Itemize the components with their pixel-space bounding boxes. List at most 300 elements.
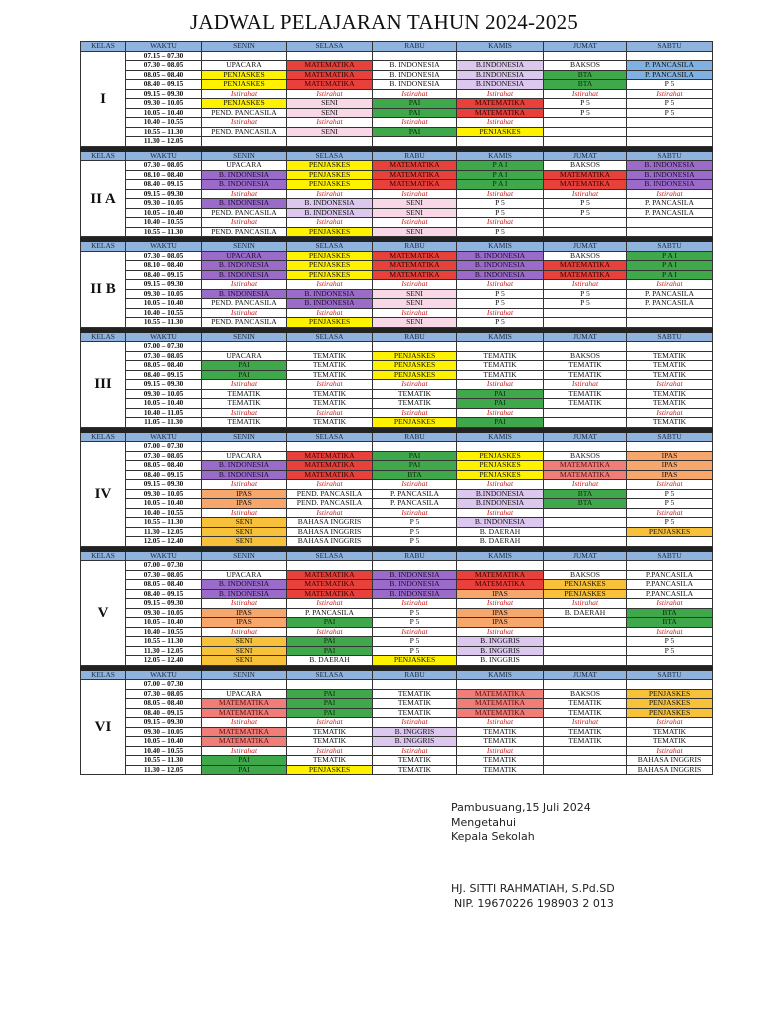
subject-cell: TEMATIK bbox=[373, 765, 457, 775]
subject-cell: Istirahat bbox=[457, 408, 544, 418]
schedule-row bbox=[81, 580, 713, 590]
subject-cell: PEND. PANCASILA bbox=[202, 127, 287, 137]
subject-cell: MATEMATIKA bbox=[287, 580, 373, 590]
subject-cell: P 5 bbox=[544, 299, 627, 309]
subject-cell bbox=[373, 442, 457, 452]
subject-cell bbox=[627, 656, 713, 666]
schedule-row bbox=[81, 199, 713, 209]
subject-cell: SENI bbox=[287, 99, 373, 109]
subject-cell: Istirahat bbox=[457, 627, 544, 637]
time-cell: 10.40 – 10.55 bbox=[126, 118, 202, 128]
time-cell: 10.40 – 10.55 bbox=[126, 627, 202, 637]
subject-cell: TEMATIK bbox=[373, 399, 457, 409]
subject-cell: SENI bbox=[373, 289, 457, 299]
subject-cell: PAI bbox=[202, 765, 287, 775]
subject-cell: Istirahat bbox=[627, 718, 713, 728]
subject-cell: PENJASKES bbox=[287, 765, 373, 775]
subject-cell: PENJASKES bbox=[202, 99, 287, 109]
subject-cell: PEND. PANCASILA bbox=[202, 299, 287, 309]
subject-cell: Istirahat bbox=[373, 599, 457, 609]
subject-cell bbox=[544, 508, 627, 518]
subject-cell bbox=[627, 137, 713, 147]
subject-cell: PAI bbox=[202, 756, 287, 766]
subject-cell: PENJASKES bbox=[627, 527, 713, 537]
subject-cell: MATEMATIKA bbox=[373, 161, 457, 171]
subject-cell: P 5 bbox=[627, 108, 713, 118]
subject-cell bbox=[457, 137, 544, 147]
time-cell: 11.30 – 12.05 bbox=[126, 137, 202, 147]
subject-cell bbox=[544, 51, 627, 61]
header-cell: SELASA bbox=[287, 42, 373, 52]
subject-cell: UPACARA bbox=[202, 451, 287, 461]
subject-cell: UPACARA bbox=[202, 570, 287, 580]
schedule-row bbox=[81, 127, 713, 137]
subject-cell: BAKSOS bbox=[544, 251, 627, 261]
subject-cell: Istirahat bbox=[627, 380, 713, 390]
subject-cell: TEMATIK bbox=[457, 370, 544, 380]
subject-cell bbox=[457, 442, 544, 452]
header-cell: RABU bbox=[373, 332, 457, 342]
time-cell: 08.40 – 09.15 bbox=[126, 370, 202, 380]
subject-cell: Istirahat bbox=[373, 189, 457, 199]
schedule-row bbox=[81, 765, 713, 775]
header-cell: KELAS bbox=[81, 42, 126, 52]
subject-cell: MATEMATIKA bbox=[457, 99, 544, 109]
subject-cell: Istirahat bbox=[373, 718, 457, 728]
subject-cell: B.INDONESIA bbox=[457, 61, 544, 71]
subject-cell: P 5 bbox=[457, 299, 544, 309]
subject-cell: IPAS bbox=[202, 608, 287, 618]
schedule-row bbox=[81, 89, 713, 99]
subject-cell bbox=[544, 318, 627, 328]
subject-cell: B. INDONESIA bbox=[202, 461, 287, 471]
subject-cell: Istirahat bbox=[287, 189, 373, 199]
subject-cell: BAKSOS bbox=[544, 689, 627, 699]
time-cell: 08.40 – 09.15 bbox=[126, 708, 202, 718]
subject-cell: TEMATIK bbox=[287, 351, 373, 361]
subject-cell: TEMATIK bbox=[544, 399, 627, 409]
header-cell: RABU bbox=[373, 670, 457, 680]
subject-cell: PAI bbox=[373, 451, 457, 461]
header-cell: KELAS bbox=[81, 332, 126, 342]
subject-cell: P 5 bbox=[627, 637, 713, 647]
time-cell: 09.15 – 09.30 bbox=[126, 89, 202, 99]
subject-cell bbox=[373, 342, 457, 352]
subject-cell: P 5 bbox=[544, 289, 627, 299]
time-cell: 09.30 – 10.05 bbox=[126, 489, 202, 499]
subject-cell: B. INDONESIA bbox=[202, 261, 287, 271]
subject-cell: BAKSOS bbox=[544, 451, 627, 461]
subject-cell: P 5 bbox=[544, 108, 627, 118]
header-cell: KAMIS bbox=[457, 151, 544, 161]
time-cell: 11.05 – 11.30 bbox=[126, 418, 202, 428]
schedule-row bbox=[81, 270, 713, 280]
schedule-row bbox=[81, 389, 713, 399]
subject-cell: Istirahat bbox=[627, 599, 713, 609]
schedule-row bbox=[81, 508, 713, 518]
header-cell: SABTU bbox=[627, 42, 713, 52]
subject-cell bbox=[544, 637, 627, 647]
subject-cell: Istirahat bbox=[457, 508, 544, 518]
time-cell: 09.15 – 09.30 bbox=[126, 189, 202, 199]
time-cell: 11.30 – 12.05 bbox=[126, 646, 202, 656]
subject-cell: TEMATIK bbox=[457, 756, 544, 766]
subject-cell: UPACARA bbox=[202, 161, 287, 171]
subject-cell: Istirahat bbox=[544, 380, 627, 390]
subject-cell: TEMATIK bbox=[627, 399, 713, 409]
subject-cell: SENI bbox=[202, 518, 287, 528]
subject-cell: MATEMATIKA bbox=[287, 61, 373, 71]
subject-cell: BAKSOS bbox=[544, 61, 627, 71]
subject-cell: PAI bbox=[287, 637, 373, 647]
subject-cell: P.PANCASILA bbox=[627, 580, 713, 590]
subject-cell: P 5 bbox=[544, 208, 627, 218]
subject-cell: Istirahat bbox=[202, 308, 287, 318]
time-cell: 08.05 – 08.40 bbox=[126, 461, 202, 471]
subject-cell bbox=[202, 680, 287, 690]
subject-cell: TEMATIK bbox=[544, 361, 627, 371]
subject-cell: Istirahat bbox=[373, 308, 457, 318]
header-cell: KELAS bbox=[81, 151, 126, 161]
schedule-row bbox=[81, 299, 713, 309]
subject-cell: PENJASKES bbox=[457, 461, 544, 471]
header-row bbox=[81, 670, 713, 680]
subject-cell: Istirahat bbox=[373, 280, 457, 290]
header-cell: RABU bbox=[373, 242, 457, 252]
header-cell: JUMAT bbox=[544, 242, 627, 252]
subject-cell: SENI bbox=[373, 227, 457, 237]
subject-cell: TEMATIK bbox=[544, 737, 627, 747]
schedule-row bbox=[81, 408, 713, 418]
subject-cell: MATEMATIKA bbox=[287, 470, 373, 480]
time-cell: 08.05 – 08.40 bbox=[126, 361, 202, 371]
schedule-row bbox=[81, 308, 713, 318]
subject-cell bbox=[544, 618, 627, 628]
subject-cell: Istirahat bbox=[373, 118, 457, 128]
subject-cell: Istirahat bbox=[202, 746, 287, 756]
subject-cell: Istirahat bbox=[202, 480, 287, 490]
subject-cell: TEMATIK bbox=[287, 370, 373, 380]
subject-cell: P 5 bbox=[457, 199, 544, 209]
schedule-row bbox=[81, 718, 713, 728]
subject-cell: P 5 bbox=[627, 99, 713, 109]
schedule-row bbox=[81, 99, 713, 109]
schedule-row bbox=[81, 442, 713, 452]
subject-cell bbox=[544, 756, 627, 766]
subject-cell bbox=[544, 527, 627, 537]
time-cell: 10.55 – 11.30 bbox=[126, 756, 202, 766]
time-cell: 10.40 – 11.05 bbox=[126, 408, 202, 418]
subject-cell: P. PANCASILA bbox=[627, 208, 713, 218]
time-cell: 08.40 – 09.15 bbox=[126, 80, 202, 90]
subject-cell bbox=[627, 218, 713, 228]
subject-cell: B. INGGRIS bbox=[457, 646, 544, 656]
subject-cell bbox=[544, 561, 627, 571]
schedule-row bbox=[81, 161, 713, 171]
header-cell: RABU bbox=[373, 432, 457, 442]
header-cell: RABU bbox=[373, 42, 457, 52]
subject-cell bbox=[627, 680, 713, 690]
schedule-row bbox=[81, 80, 713, 90]
schedule-row bbox=[81, 51, 713, 61]
schedule-row bbox=[81, 561, 713, 571]
subject-cell: PAI bbox=[457, 399, 544, 409]
schedule-row bbox=[81, 537, 713, 547]
subject-cell bbox=[457, 51, 544, 61]
header-cell: SENIN bbox=[202, 432, 287, 442]
subject-cell: Istirahat bbox=[457, 218, 544, 228]
subject-cell: MATEMATIKA bbox=[287, 570, 373, 580]
principal-nip: NIP. 19670226 198903 2 013 bbox=[454, 897, 614, 910]
header-cell: SELASA bbox=[287, 670, 373, 680]
time-cell: 08.40 – 09.15 bbox=[126, 589, 202, 599]
subject-cell bbox=[544, 342, 627, 352]
time-cell: 10.55 – 11.30 bbox=[126, 318, 202, 328]
subject-cell: Istirahat bbox=[287, 508, 373, 518]
subject-cell: Istirahat bbox=[287, 308, 373, 318]
subject-cell: BTA bbox=[373, 470, 457, 480]
subject-cell: BAHASA INGGRIS bbox=[627, 756, 713, 766]
subject-cell: Istirahat bbox=[544, 718, 627, 728]
subject-cell: SENI bbox=[287, 127, 373, 137]
header-cell: SABTU bbox=[627, 432, 713, 442]
time-cell: 07.15 – 07.30 bbox=[126, 51, 202, 61]
time-cell: 10.05 – 10.40 bbox=[126, 399, 202, 409]
subject-cell bbox=[544, 137, 627, 147]
schedule-row bbox=[81, 708, 713, 718]
subject-cell: P. PANCASILA bbox=[627, 299, 713, 309]
class-label: V bbox=[81, 561, 126, 666]
subject-cell bbox=[627, 127, 713, 137]
time-cell: 09.30 – 10.05 bbox=[126, 289, 202, 299]
subject-cell bbox=[627, 227, 713, 237]
time-cell: 07.30 – 08.05 bbox=[126, 689, 202, 699]
subject-cell bbox=[627, 561, 713, 571]
subject-cell: UPACARA bbox=[202, 351, 287, 361]
subject-cell: Istirahat bbox=[287, 408, 373, 418]
schedule-row bbox=[81, 261, 713, 271]
header-cell: KAMIS bbox=[457, 332, 544, 342]
time-cell: 11.30 – 12.05 bbox=[126, 765, 202, 775]
schedule-row bbox=[81, 646, 713, 656]
subject-cell: IPAS bbox=[457, 618, 544, 628]
subject-cell: MATEMATIKA bbox=[544, 470, 627, 480]
subject-cell: PEND. PANCASILA bbox=[202, 227, 287, 237]
subject-cell bbox=[544, 765, 627, 775]
schedule-row bbox=[81, 746, 713, 756]
time-cell: 09.30 – 10.05 bbox=[126, 608, 202, 618]
subject-cell bbox=[544, 118, 627, 128]
subject-cell bbox=[544, 308, 627, 318]
time-cell: 10.40 – 10.55 bbox=[126, 308, 202, 318]
subject-cell: Istirahat bbox=[457, 189, 544, 199]
subject-cell: B. DAERAH bbox=[287, 656, 373, 666]
subject-cell: Istirahat bbox=[202, 218, 287, 228]
subject-cell: BTA bbox=[544, 70, 627, 80]
subject-cell: P A I bbox=[457, 170, 544, 180]
subject-cell: B. INDONESIA bbox=[457, 251, 544, 261]
time-cell: 07.00 – 07.30 bbox=[126, 561, 202, 571]
subject-cell: SENI bbox=[373, 199, 457, 209]
subject-cell: P 5 bbox=[457, 289, 544, 299]
subject-cell: Istirahat bbox=[287, 380, 373, 390]
header-cell: SABTU bbox=[627, 551, 713, 561]
subject-cell: TEMATIK bbox=[287, 727, 373, 737]
header-cell: WAKTU bbox=[126, 551, 202, 561]
time-cell: 10.55 – 11.30 bbox=[126, 637, 202, 647]
subject-cell: B. INDONESIA bbox=[627, 170, 713, 180]
schedule-row bbox=[81, 727, 713, 737]
subject-cell: Istirahat bbox=[202, 718, 287, 728]
subject-cell bbox=[287, 342, 373, 352]
subject-cell bbox=[373, 561, 457, 571]
principal-name: HJ. SITTI RAHMATIAH, S.Pd.SD bbox=[451, 882, 615, 895]
subject-cell: PEND. PANCASILA bbox=[202, 108, 287, 118]
subject-cell: B. INDONESIA bbox=[373, 61, 457, 71]
subject-cell: Istirahat bbox=[373, 380, 457, 390]
time-cell: 07.00 – 07.30 bbox=[126, 680, 202, 690]
header-row bbox=[81, 242, 713, 252]
schedule-row bbox=[81, 351, 713, 361]
schedule-row bbox=[81, 380, 713, 390]
subject-cell: TEMATIK bbox=[627, 361, 713, 371]
subject-cell: TEMATIK bbox=[457, 737, 544, 747]
time-cell: 12.05 – 12.40 bbox=[126, 537, 202, 547]
header-cell: KAMIS bbox=[457, 551, 544, 561]
time-cell: 10.05 – 10.40 bbox=[126, 499, 202, 509]
subject-cell: TEMATIK bbox=[627, 418, 713, 428]
header-cell: SENIN bbox=[202, 151, 287, 161]
schedule-row bbox=[81, 680, 713, 690]
subject-cell: SENI bbox=[202, 527, 287, 537]
schedule-row bbox=[81, 61, 713, 71]
subject-cell: TEMATIK bbox=[373, 689, 457, 699]
subject-cell: PENJASKES bbox=[373, 656, 457, 666]
subject-cell bbox=[202, 442, 287, 452]
subject-cell: Istirahat bbox=[373, 218, 457, 228]
header-row bbox=[81, 151, 713, 161]
subject-cell: PENJASKES bbox=[287, 170, 373, 180]
header-cell: JUMAT bbox=[544, 151, 627, 161]
schedule-row bbox=[81, 570, 713, 580]
subject-cell: MATEMATIKA bbox=[373, 261, 457, 271]
header-cell: JUMAT bbox=[544, 42, 627, 52]
subject-cell: PEND. PANCASILA bbox=[287, 499, 373, 509]
time-cell: 09.15 – 09.30 bbox=[126, 480, 202, 490]
subject-cell: PENJASKES bbox=[457, 470, 544, 480]
subject-cell: Istirahat bbox=[627, 480, 713, 490]
schedule-row bbox=[81, 470, 713, 480]
header-cell: SENIN bbox=[202, 42, 287, 52]
subject-cell: PENJASKES bbox=[287, 261, 373, 271]
subject-cell: BTA bbox=[627, 608, 713, 618]
schedule-row bbox=[81, 137, 713, 147]
subject-cell: PENJASKES bbox=[202, 80, 287, 90]
subject-cell: B. INGGRIS bbox=[457, 656, 544, 666]
subject-cell bbox=[627, 308, 713, 318]
subject-cell: Istirahat bbox=[202, 408, 287, 418]
subject-cell: P.PANCASILA bbox=[627, 589, 713, 599]
subject-cell: BAKSOS bbox=[544, 351, 627, 361]
subject-cell: Istirahat bbox=[457, 599, 544, 609]
header-cell: SELASA bbox=[287, 242, 373, 252]
subject-cell: P 5 bbox=[373, 527, 457, 537]
subject-cell: Istirahat bbox=[627, 189, 713, 199]
header-cell: KELAS bbox=[81, 432, 126, 442]
subject-cell: IPAS bbox=[627, 451, 713, 461]
subject-cell: MATEMATIKA bbox=[457, 699, 544, 709]
subject-cell: PAI bbox=[373, 108, 457, 118]
subject-cell: Istirahat bbox=[544, 280, 627, 290]
subject-cell: Istirahat bbox=[202, 627, 287, 637]
subject-cell: B. INDONESIA bbox=[373, 580, 457, 590]
schedule-row bbox=[81, 251, 713, 261]
subject-cell: Istirahat bbox=[627, 508, 713, 518]
time-cell: 10.55 – 11.30 bbox=[126, 127, 202, 137]
header-cell: WAKTU bbox=[126, 432, 202, 442]
subject-cell: PENJASKES bbox=[287, 161, 373, 171]
subject-cell: B. INDONESIA bbox=[202, 180, 287, 190]
subject-cell: BTA bbox=[544, 489, 627, 499]
subject-cell: BAKSOS bbox=[544, 570, 627, 580]
header-cell: JUMAT bbox=[544, 432, 627, 442]
subject-cell: Istirahat bbox=[202, 280, 287, 290]
subject-cell: SENI bbox=[202, 537, 287, 547]
subject-cell: PENJASKES bbox=[287, 270, 373, 280]
subject-cell: PENJASKES bbox=[457, 451, 544, 461]
subject-cell: B. INDONESIA bbox=[287, 299, 373, 309]
subject-cell: PEND. PANCASILA bbox=[202, 208, 287, 218]
schedule-row bbox=[81, 599, 713, 609]
subject-cell: MATEMATIKA bbox=[457, 108, 544, 118]
subject-cell: B. INDONESIA bbox=[457, 518, 544, 528]
subject-cell: PENJASKES bbox=[287, 227, 373, 237]
subject-cell: PENJASKES bbox=[457, 127, 544, 137]
subject-cell: P 5 bbox=[627, 518, 713, 528]
schedule-row bbox=[81, 627, 713, 637]
schedule-row bbox=[81, 489, 713, 499]
subject-cell: TEMATIK bbox=[457, 351, 544, 361]
time-cell: 07.30 – 08.05 bbox=[126, 570, 202, 580]
subject-cell: PENJASKES bbox=[627, 699, 713, 709]
schedule-row bbox=[81, 180, 713, 190]
subject-cell: B. INDONESIA bbox=[202, 289, 287, 299]
subject-cell: Istirahat bbox=[627, 89, 713, 99]
subject-cell: PAI bbox=[287, 646, 373, 656]
subject-cell: TEMATIK bbox=[287, 737, 373, 747]
subject-cell: TEMATIK bbox=[627, 351, 713, 361]
header-cell: SABTU bbox=[627, 151, 713, 161]
subject-cell bbox=[544, 746, 627, 756]
subject-cell: PENJASKES bbox=[544, 589, 627, 599]
subject-cell: SENI bbox=[373, 208, 457, 218]
subject-cell: MATEMATIKA bbox=[544, 180, 627, 190]
subject-cell: B. INGGRIS bbox=[457, 637, 544, 647]
schedule-row bbox=[81, 189, 713, 199]
subject-cell: PAI bbox=[373, 99, 457, 109]
time-cell: 07.30 – 08.05 bbox=[126, 161, 202, 171]
place-date: Pambusuang,15 Juli 2024 bbox=[451, 801, 591, 814]
subject-cell: Istirahat bbox=[544, 189, 627, 199]
time-cell: 08.10 – 08.40 bbox=[126, 261, 202, 271]
time-cell: 08.05 – 08.40 bbox=[126, 70, 202, 80]
subject-cell: BAKSOS bbox=[544, 161, 627, 171]
subject-cell: PAI bbox=[287, 618, 373, 628]
subject-cell bbox=[544, 227, 627, 237]
time-cell: 09.30 – 10.05 bbox=[126, 389, 202, 399]
header-cell: JUMAT bbox=[544, 332, 627, 342]
subject-cell bbox=[544, 656, 627, 666]
